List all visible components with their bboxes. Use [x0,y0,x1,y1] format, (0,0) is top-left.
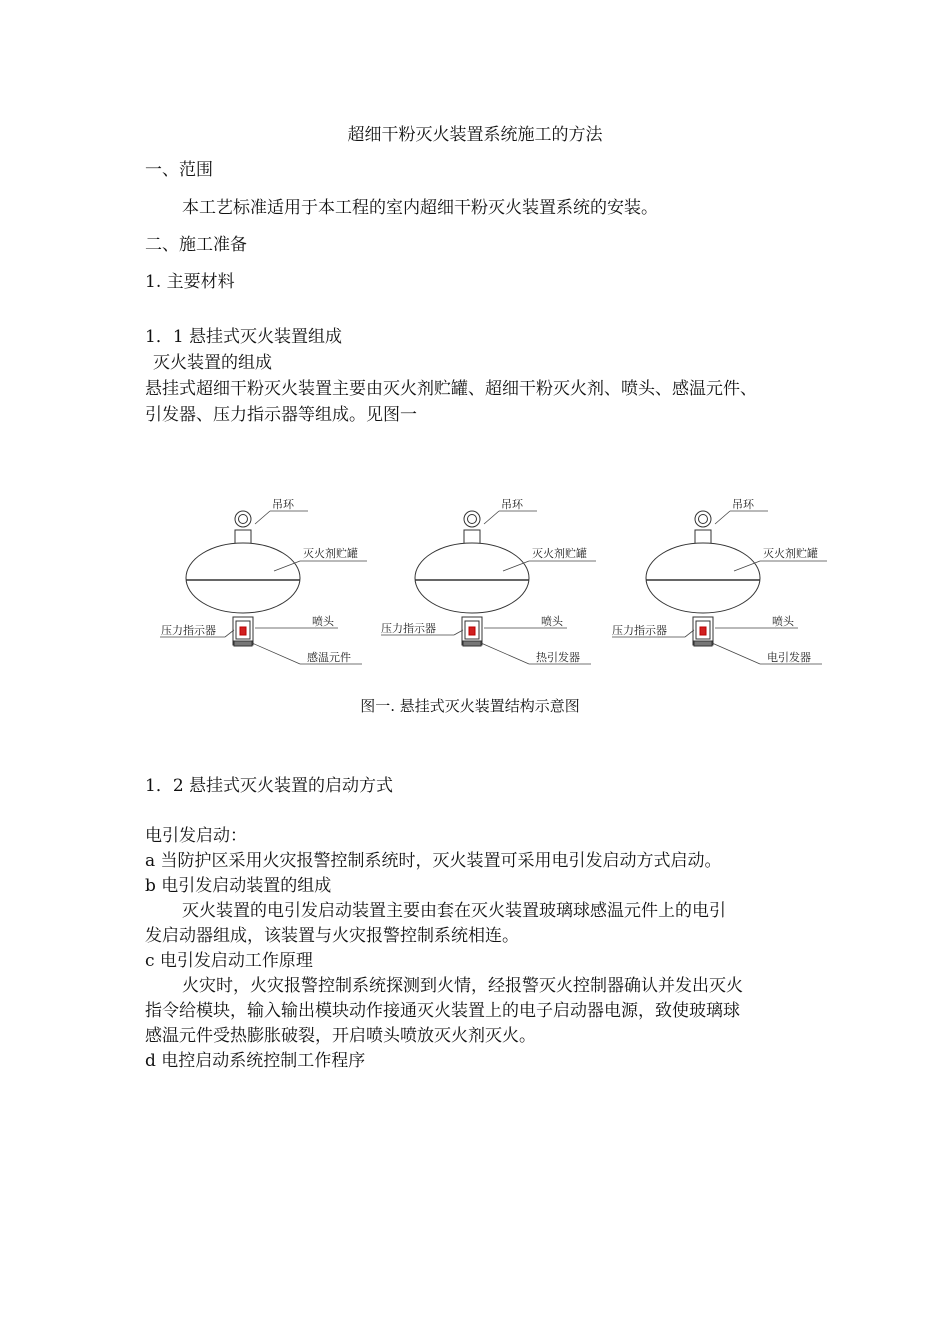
extinguisher-unit-1 [160,498,367,664]
label-gauge: 压力指示器 [381,622,436,635]
d-line: d 电控启动系统控制工作程序 [145,1051,366,1071]
extinguisher-unit-2 [381,498,596,664]
item1-1-subheading: 灭火装置的组成 [153,353,272,373]
label-nozzle: 喷头 [312,615,334,628]
section2-heading: 二、施工准备 [145,235,247,255]
item1-1-heading: 1．1 悬挂式灭火装置组成 [145,327,343,347]
label-ring: 吊环 [732,498,754,511]
c-body-line1: 火灾时，火灾报警控制系统探测到火情，经报警灭火控制器确认并发出灭火 [182,976,743,996]
agent-tank [186,543,300,613]
label-gauge: 压力指示器 [612,624,667,637]
label-nozzle: 喷头 [772,615,794,628]
label-nozzle: 喷头 [541,615,563,628]
hanging-ring [464,511,480,527]
label-gauge: 压力指示器 [161,624,216,637]
hanging-ring [235,511,251,527]
hanging-ring [695,511,711,527]
label-trigger: 热引发器 [536,651,580,664]
label-trigger: 电引发器 [767,651,811,664]
c-line: c 电引发启动工作原理 [145,951,313,971]
ring-neck [464,530,480,544]
c-body-line3: 感温元件受热膨胀破裂，开启喷头喷放灭火剂灭火。 [145,1026,536,1046]
agent-tank [646,543,760,613]
item1-2-heading: 1．2 悬挂式灭火装置的启动方式 [145,776,394,796]
item1-1-body-line2: 引发器、压力指示器等组成。见图一 [145,405,417,425]
label-trigger: 感温元件 [307,651,351,664]
label-ring: 吊环 [272,498,294,511]
label-tank: 灭火剂贮罐 [763,547,818,560]
page-title: 超细干粉灭火装置系统施工的方法 [347,125,603,145]
b-body-line2: 发启动器组成，该装置与火灾报警控制系统相连。 [145,926,519,946]
item1-heading: 1. 主要材料 [145,272,235,292]
ring-neck [695,530,711,544]
item1-1-body-line1: 悬挂式超细干粉灭火装置主要由灭火剂贮罐、超细干粉灭火剂、喷头、感温元件、 [145,379,757,399]
a-line: a 当防护区采用火灾报警控制系统时，灭火装置可采用电引发启动方式启动。 [145,851,722,871]
b-line: b 电引发启动装置的组成 [145,876,332,896]
c-body-line2: 指令给模块，输入输出模块动作接通灭火装置上的电子启动器电源，致使玻璃球 [145,1001,740,1021]
label-tank: 灭火剂贮罐 [303,547,358,560]
label-tank: 灭火剂贮罐 [532,547,587,560]
agent-tank [415,543,529,613]
ring-neck [235,530,251,544]
b-body-line1: 灭火装置的电引发启动装置主要由套在灭火装置玻璃球感温元件上的电引 [182,901,726,921]
figure-caption: 图一. 悬挂式灭火装置结构示意图 [360,697,580,715]
section1-heading: 一、范围 [145,160,213,180]
extinguisher-unit-3 [612,498,827,664]
section1-body: 本工艺标准适用于本工程的室内超细干粉灭火装置系统的安装。 [182,198,658,218]
label-ring: 吊环 [501,498,523,511]
electric-start-heading: 电引发启动： [145,826,247,846]
